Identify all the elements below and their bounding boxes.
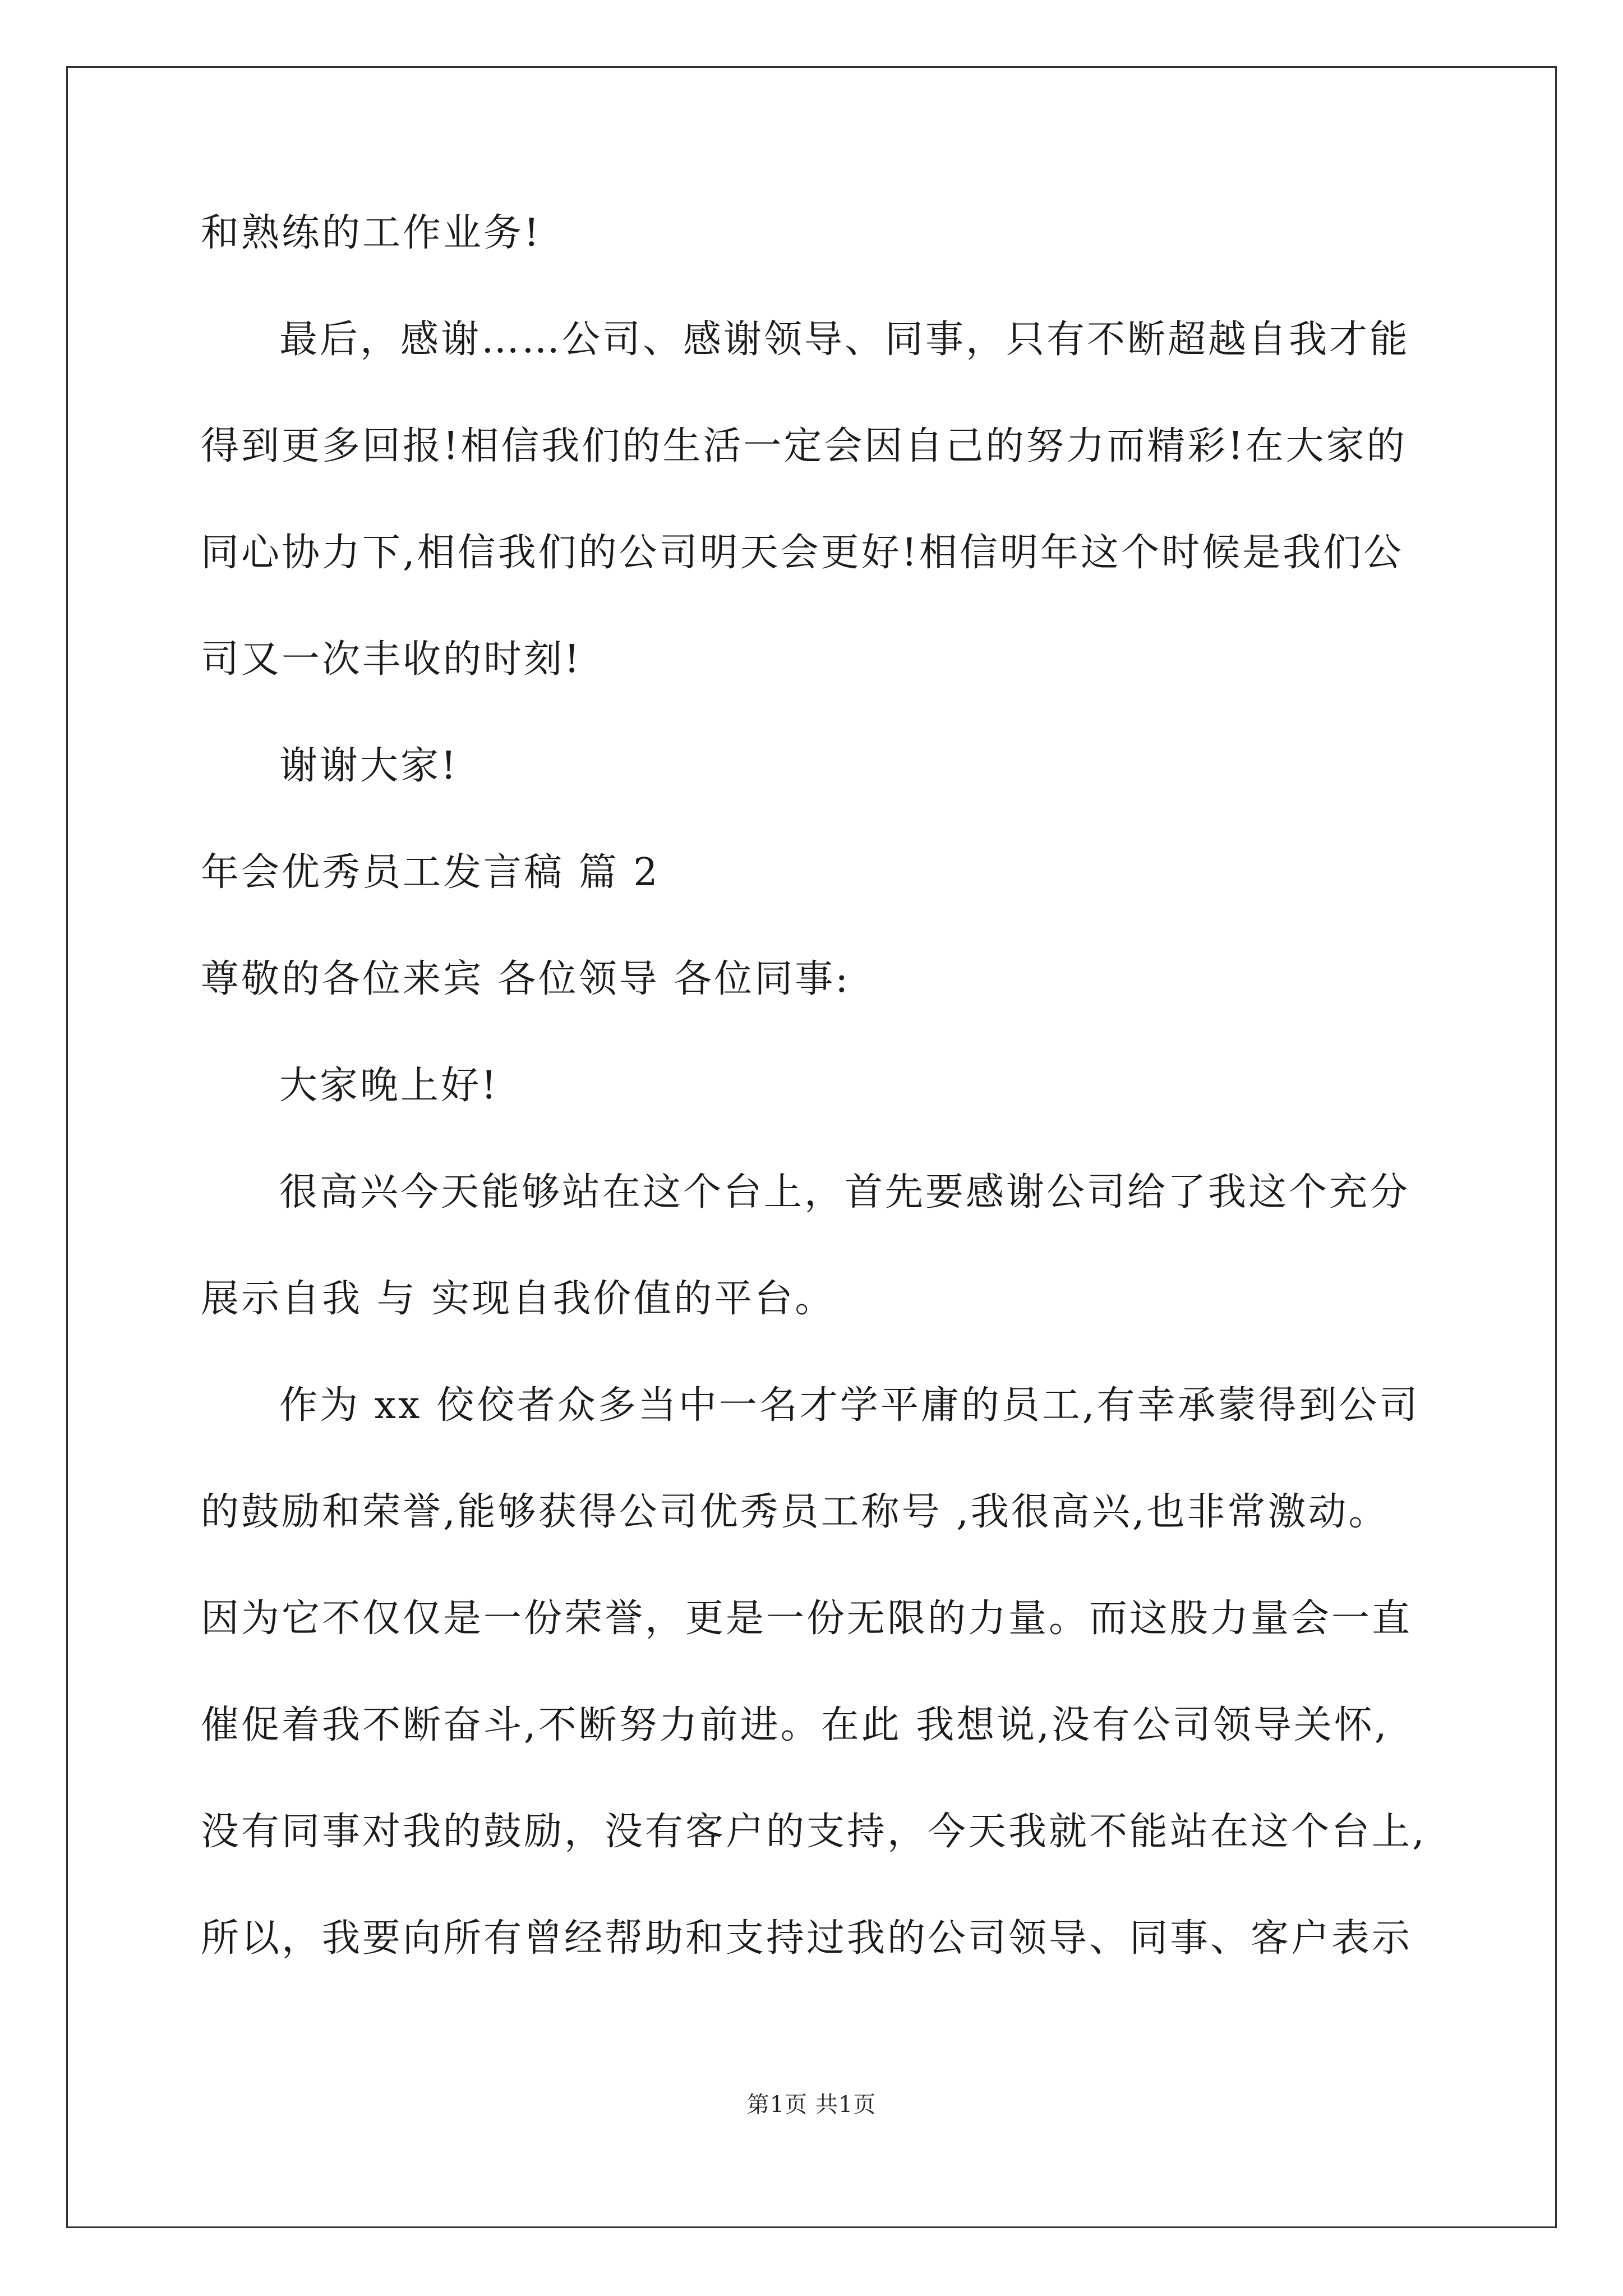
greeting: 大家晚上好! (279, 1064, 499, 1108)
text-line: 很高兴今天能够站在这个台上，首先要感谢公司给了我这个充分 (279, 1170, 1410, 1214)
section-heading: 年会优秀员工发言稿 篇 2 (201, 850, 660, 895)
text-line: 催促着我不断奋斗,不断努力前进。在此 我想说,没有公司领导关怀, (201, 1703, 1389, 1747)
page-border (66, 66, 1557, 2228)
text-line: 的鼓励和荣誉,能够获得公司优秀员工称号 ,我很高兴,也非常激动。 (201, 1490, 1389, 1534)
text-line: 因为它不仅仅是一份荣誉，更是一份无限的力量。而这股力量会一直 (201, 1596, 1413, 1641)
text-line: 所以，我要向所有曾经帮助和支持过我的公司领导、同事、客户表示 (201, 1916, 1413, 1961)
text-line: 和熟练的工作业务! (201, 211, 542, 255)
text-line: 没有同事对我的鼓励，没有客户的支持，今天我就不能站在这个台上, (201, 1810, 1427, 1854)
text-line: 作为 xx 佼佼者众多当中一名才学平庸的员工,有幸承蒙得到公司 (279, 1383, 1420, 1428)
text-line: 司又一次丰收的时刻! (201, 637, 582, 682)
text-line: 同心协力下,相信我们的公司明天会更好!相信明年这个时候是我们公 (201, 531, 1404, 575)
salutation: 尊敬的各位来宾 各位领导 各位同事: (201, 957, 851, 1001)
text-line: 最后，感谢……公司、感谢领导、同事，只有不断超越自我才能 (279, 318, 1410, 362)
text-line: 得到更多回报!相信我们的生活一定会因自己的努力而精彩!在大家的 (201, 424, 1407, 468)
text-line: 谢谢大家! (279, 744, 459, 788)
page-number-footer: 第1页 共1页 (746, 2092, 877, 2118)
text-line: 展示自我 与 实现自我价值的平台。 (201, 1277, 836, 1321)
